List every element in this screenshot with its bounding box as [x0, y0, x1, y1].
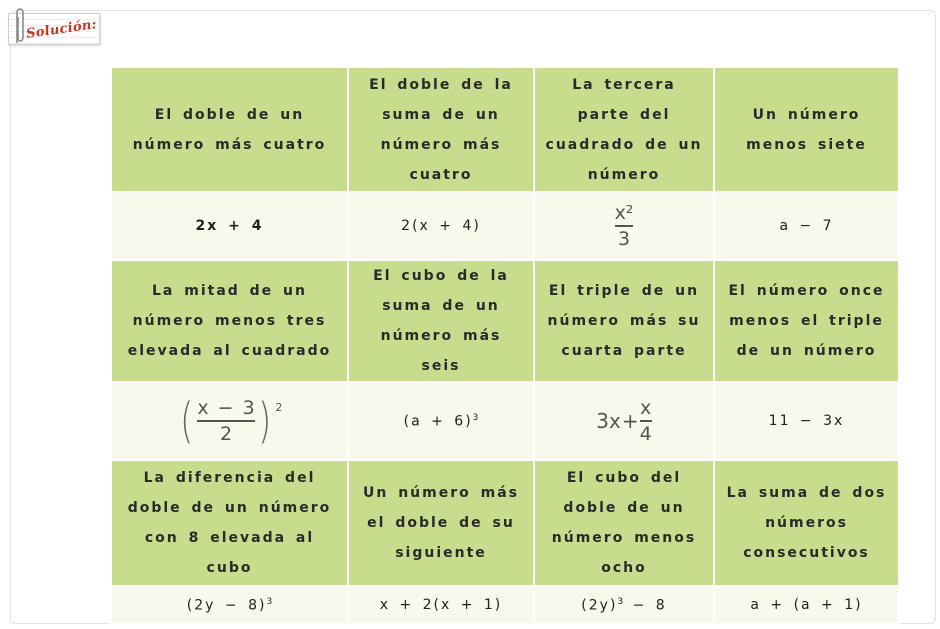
base: (2y): [581, 597, 618, 614]
fraction-bar: [197, 420, 254, 422]
header-cell: El número once menos el triple de un número: [714, 260, 899, 382]
answer-cell-power: [348, 382, 534, 460]
answer-cell: a − 7: [714, 192, 899, 260]
parenthesized-fraction: [177, 393, 283, 449]
expressions-table: [110, 66, 900, 625]
fraction-numerator: x: [640, 397, 652, 420]
answer-cell: a + (a + 1): [714, 586, 899, 624]
fraction: [615, 202, 634, 250]
header-row: [111, 460, 899, 586]
answer-cell: x + 2(x + 1): [348, 586, 534, 624]
fraction-bar: [615, 225, 634, 227]
fraction-denominator: 2: [219, 422, 233, 445]
answer-row: [111, 192, 899, 260]
answer-row: [111, 382, 899, 460]
answer-cell-fraction: [534, 192, 714, 260]
answer-cell: 2x + 4: [111, 192, 348, 260]
answer-cell: 2(x + 4): [348, 192, 534, 260]
fraction: [197, 397, 254, 445]
fraction-numerator: x²: [614, 202, 634, 225]
answer-cell-power: [111, 586, 348, 624]
answer-cell: 11 − 3x: [714, 382, 899, 460]
tail: − 8: [623, 597, 667, 614]
exponent: 3: [617, 596, 624, 607]
header-row: [111, 67, 899, 192]
plus-operator: +: [621, 409, 639, 433]
right-paren: ): [257, 393, 273, 449]
header-cell: La suma de dos números consecutivos: [714, 460, 899, 586]
header-cell: El doble de un número más cuatro: [111, 67, 348, 192]
fraction-denominator: 4: [639, 422, 652, 445]
solution-label: Solución:: [25, 17, 98, 42]
solution-badge: [8, 13, 100, 45]
base: (2y − 8): [186, 597, 267, 614]
answer-row: [111, 586, 899, 624]
header-cell: Un número menos siete: [714, 67, 899, 192]
fraction: [640, 397, 652, 445]
header-cell: El doble de la suma de un número más cuatro: [348, 67, 534, 192]
header-cell: Un número más el doble de su siguiente: [348, 460, 534, 586]
header-cell: El cubo del doble de un número menos ocho: [534, 460, 714, 586]
lead-term: 3x: [596, 409, 621, 433]
answer-cell-fraction-power: [111, 382, 348, 460]
header-cell: La mitad de un número menos tres elevada al cuadrado: [111, 260, 348, 382]
exponent: 2: [275, 401, 283, 414]
exponent: 3: [266, 596, 273, 607]
base: (a + 6): [403, 413, 473, 430]
header-cell: El cubo de la suma de un número más seis: [348, 260, 534, 382]
exponent: 3: [472, 412, 479, 423]
header-cell: La diferencia del doble de un número con 8 elevada al cubo: [111, 460, 348, 586]
header-row: [111, 260, 899, 382]
header-cell: El triple de un número más su cuarta parte: [534, 260, 714, 382]
fraction-denominator: 3: [617, 227, 631, 250]
left-paren: (: [179, 393, 195, 449]
fraction-bar: [640, 420, 652, 422]
answer-cell-power: [534, 586, 714, 624]
mixed-expression: [596, 397, 651, 445]
answer-cell-sum-fraction: [534, 382, 714, 460]
header-cell: La tercera parte del cuadrado de un número: [534, 67, 714, 192]
fraction-numerator: x − 3: [197, 397, 255, 420]
